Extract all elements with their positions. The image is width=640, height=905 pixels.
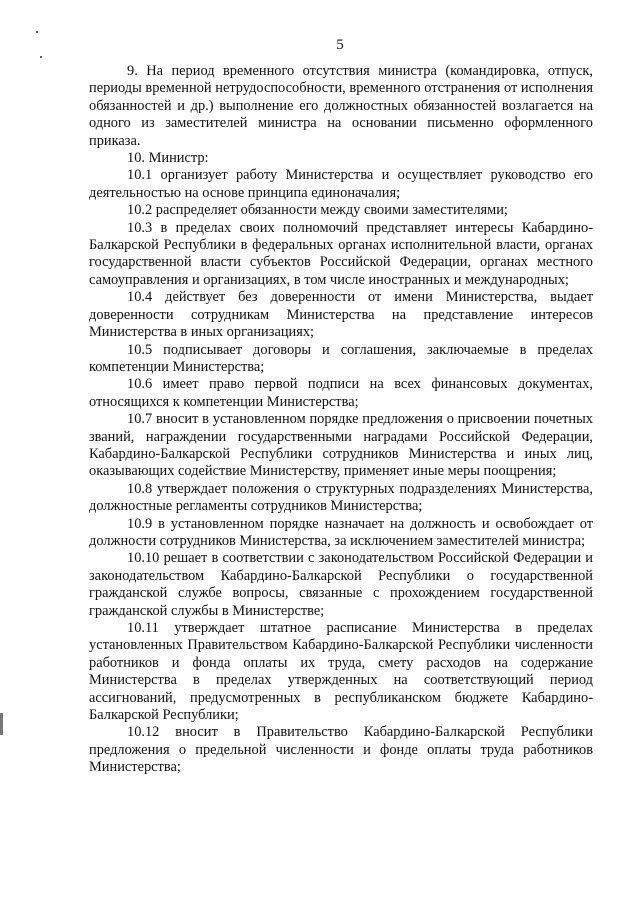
- paragraph-10-3: 10.3 в пределах своих полномочий представляет интересы Кабардино-Балкарской Республики в федеральных органах исполнительной власти, органах государственной власти субъектов Российской Федерации, органах местного самоуправления и организациях, в том числе иностранных и международных;: [89, 219, 593, 288]
- page-number: 5: [336, 37, 344, 53]
- paragraph-10-8: 10.8 утверждает положения о структурных подразделениях Министерства, должностные регламенты сотрудников Министерства;: [89, 480, 593, 515]
- paragraph-10-9: 10.9 в установленном порядке назначает на должность и освобождает от должности сотрудников Министерства, за исключением заместителей министра;: [89, 515, 593, 549]
- paragraph-10: 10. Министр:: [127, 150, 209, 167]
- paragraph-10-10: 10.10 решает в соответствии с законодательством Российской Федерации и законодательством Кабардино-Балкарской Республики о государственной гражданской службе вопросы, связанные с прохождением государственной гражданской службы в Министерстве;: [89, 550, 593, 619]
- paragraph-9: 9. На период временного отсутствия министра (командировка, отпуск, периоды временной нетрудоспособности, временного отстранения от исполнения обязанностей и др.) выполнение его должностных обязанностей возлагается на одного из заместителей министра на основании письменно оформленного приказа.: [89, 63, 593, 149]
- document-body: [89, 63, 593, 777]
- paragraph-10-2: 10.2 распределяет обязанности между своими заместителями;: [127, 202, 508, 219]
- paragraph-10-6: 10.6 имеет право первой подписи на всех финансовых документах, относящихся к компетенции Министерства;: [89, 376, 593, 410]
- scan-edge-mark: [0, 713, 3, 735]
- scan-speck: [40, 56, 42, 58]
- paragraph-10-11: 10.11 утверждает штатное расписание Министерства в пределах установленных Правительством Кабардино-Балкарской Республики численности работников и фонда оплаты их труда, смету расходов на содержание Министерства в пределах утвержденных на соответствующий период ассигнований, предусмотренных в республиканском бюджете Кабардино-Балкарской Республики;: [89, 620, 593, 724]
- paragraph-10-1: 10.1 организует работу Министерства и осуществляет руководство его деятельностью на основе принципа единоначалия;: [89, 167, 593, 201]
- paragraph-10-4: 10.4 действует без доверенности от имени Министерства, выдает доверенности сотрудникам Министерства на представление интересов Министерства в иных организациях;: [89, 289, 593, 341]
- scan-speck: [36, 31, 38, 33]
- paragraph-10-5: 10.5 подписывает договоры и соглашения, заключаемые в пределах компетенции Министерства;: [89, 341, 593, 375]
- paragraph-10-7: 10.7 вносит в установленном порядке предложения о присвоении почетных званий, награждении государственными наградами Российской Федерации, Кабардино-Балкарской Республики сотрудников Министерства и иных лиц, оказывающих содействие Министерству, применяет иные меры поощрения;: [89, 411, 593, 480]
- paragraph-10-12: 10.12 вносит в Правительство Кабардино-Балкарской Республики предложения о предельной численности и фонде оплаты труда работников Министерства;: [89, 724, 593, 776]
